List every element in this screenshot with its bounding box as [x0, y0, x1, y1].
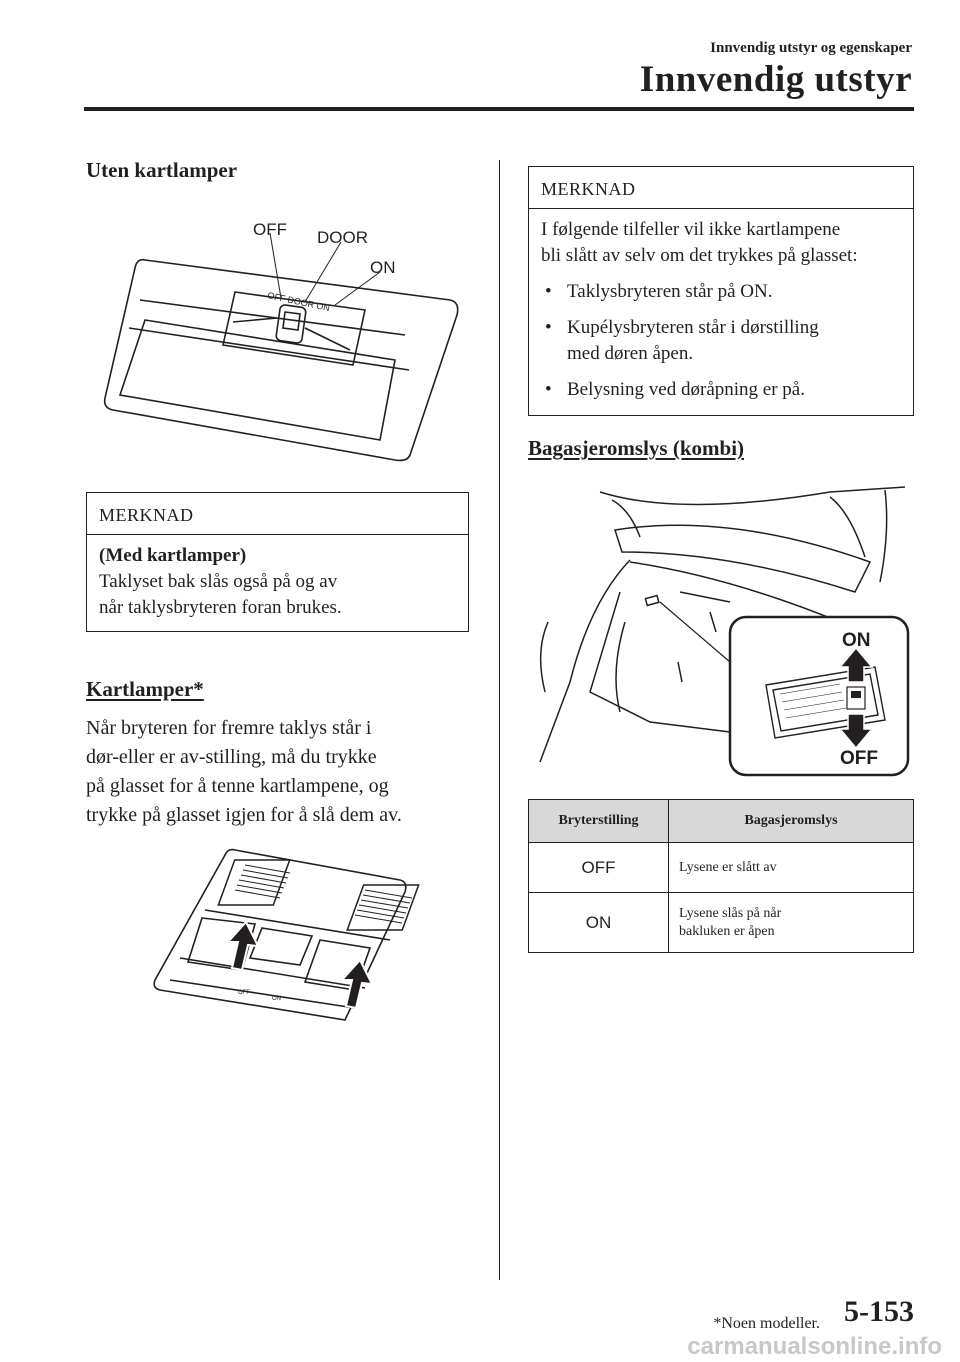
note-subheading: (Med kartlamper) [99, 545, 247, 566]
heading-kartlamper: Kartlamper* [86, 677, 204, 701]
note-text: I følgende tilfeller vil ikke kartlampene [541, 219, 841, 240]
column-divider [499, 160, 500, 1280]
note-heading: MERKNAD [529, 167, 913, 209]
section-label: Innvendig utstyr og egenskaper [710, 40, 912, 56]
kartlamper-paragraph [86, 714, 486, 830]
page-number: 5-153 [844, 1295, 914, 1328]
watermark: carmanualsonline.info [687, 1333, 942, 1360]
light-state-line: Lysene slås på når [679, 905, 782, 921]
note-bullet [541, 315, 901, 367]
note-text: bli slått av selv om det trykkes på glasset: [541, 245, 858, 266]
paragraph-line: trykke på glasset igjen for å slå dem av. [86, 804, 402, 826]
bullet-line: med døren åpen. [567, 343, 694, 364]
cargo-light-table [528, 799, 914, 953]
switch-position-label: OFF DOOR ON [266, 290, 331, 314]
paragraph-line: på glasset for å tenne kartlampene, og [86, 775, 389, 797]
header-rule [84, 107, 914, 111]
heading-bagasjeromslys: Bagasjeromslys (kombi) [528, 436, 745, 460]
page-title: Innvendig utstyr [639, 59, 912, 100]
note-heading: MERKNAD [87, 493, 468, 535]
paragraph-line: Når bryteren for fremre taklys står i [86, 717, 372, 739]
paragraph-line: dør-eller er av-stilling, må du trykke [86, 746, 377, 768]
switch-position: OFF [529, 843, 669, 893]
table-header-bryterstilling: Bryterstilling [529, 800, 669, 843]
light-state: Lysene er slått av [669, 843, 914, 893]
light-state-line: bakluken er åpen [679, 923, 775, 939]
light-state [669, 893, 914, 953]
switch-position: ON [529, 893, 669, 953]
note-text: Taklyset bak slås også på og av [99, 571, 338, 592]
note-bullet: • Taklysbryteren står på ON. [541, 279, 901, 305]
note-box-kartlamper [86, 492, 469, 632]
cargo-light-illustration [530, 482, 915, 782]
table-header-bagasjeromslys: Bagasjeromslys [669, 800, 914, 843]
note-text: når taklysbryteren foran brukes. [99, 597, 342, 618]
door-label: DOOR [317, 228, 368, 247]
off-label: OFF [840, 748, 878, 769]
table-row [529, 893, 914, 953]
heading-uten-kartlamper: Uten kartlamper [86, 158, 238, 182]
on-mini-label: ON [272, 996, 281, 1002]
bullet-line: • Kupélysbryteren står i dørstilling [567, 317, 819, 338]
map-lamp-illustration [150, 840, 430, 1030]
off-label: OFF [253, 220, 287, 239]
on-label: ON [370, 258, 396, 277]
footnote: *Noen modeller. [713, 1315, 820, 1332]
note-box-glass [528, 166, 914, 416]
table-row [529, 843, 914, 893]
note-bullet: • Belysning ved døråpning er på. [541, 377, 901, 403]
off-mini-label: OFF [238, 990, 250, 996]
overhead-lamp-illustration [95, 210, 465, 465]
on-label: ON [842, 630, 871, 651]
